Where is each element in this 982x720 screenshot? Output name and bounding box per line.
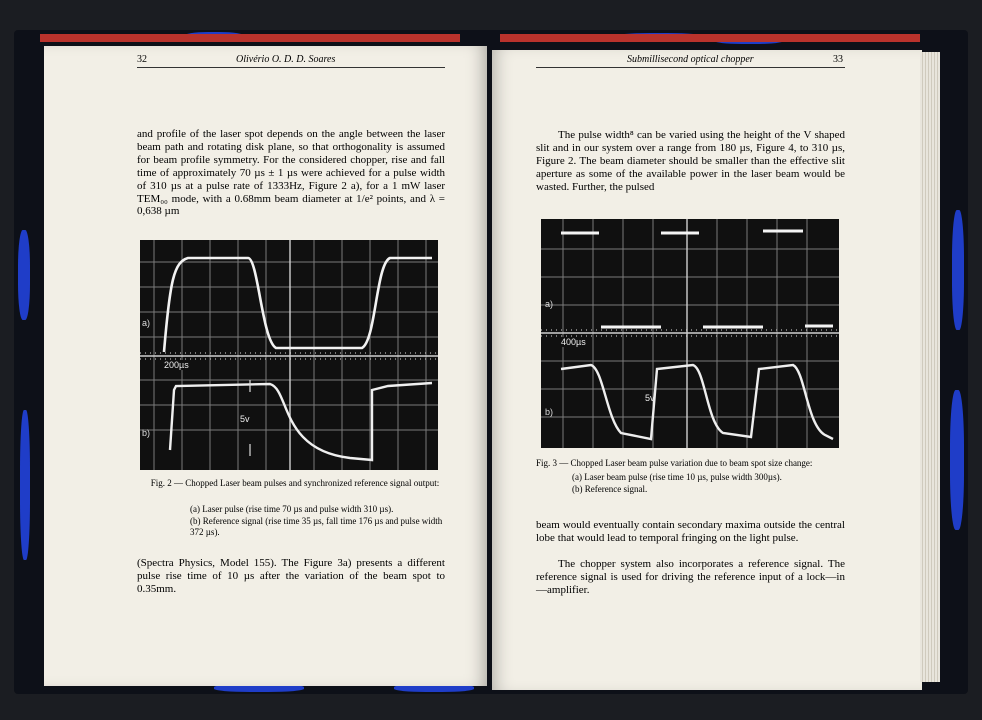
paragraph: The chopper system also incorporates a reference signal. The reference signal is used for driving the reference input of a lock—in—amplifier. (536, 558, 845, 596)
volts-label: 5v (645, 393, 655, 403)
page-stack-edge (920, 52, 940, 682)
volts-label: 5v (240, 414, 250, 424)
paragraph: The pulse width⁸ can be varied using the height of the V shaped slit and in our system over a range from 180 µs, Figure 4, to 310 µs, Figure 2. The beam diameter should be smaller than the effective slit aperture as some of the available power in the laser beam would be wasted. Further, the pulsed (536, 129, 845, 193)
trace-label: a) (142, 318, 151, 328)
page-edge (40, 34, 460, 42)
header-rule (137, 67, 445, 68)
caption-item: (b) Reference signal (rise time 35 µs, fall time 176 µs and pulse width 372 µs). (190, 516, 443, 537)
timebase-label: 200µs (164, 360, 189, 370)
figure-caption: Fig. 2 — Chopped Laser beam pulses and synchronized reference signal output: (150, 478, 440, 488)
running-head: Olivério O. D. D. Soares (236, 54, 336, 65)
page-number: 33 (833, 54, 843, 65)
oscilloscope-figure (541, 219, 839, 448)
header-rule (536, 67, 845, 68)
caption-item: (a) Laser beam pulse (rise time 10 µs, pulse width 300µs). (572, 472, 782, 482)
paragraph: beam would eventually contain secondary maxima outside the central lobe that would lead to temporal fringing on the light pulse. (536, 519, 845, 544)
caption-item: (a) Laser pulse (rise time 70 µs and pulse width 310 µs). (190, 504, 394, 514)
page-number: 32 (137, 54, 147, 65)
running-head: Submillisecond optical chopper (627, 54, 754, 65)
caption-item: (b) Reference signal. (572, 484, 648, 494)
page-edge (500, 34, 920, 42)
timebase-label: 400µs (561, 337, 586, 347)
trace-label: b) (545, 407, 554, 417)
trace-label: b) (142, 428, 151, 438)
paragraph: and profile of the laser spot depends on the angle between the laser beam path and rotating disk plane, so that orthogonality is assumed for beam profile symmetry. For the considered chopper, rise and fall time of approximately 70 µs ± 1 µs were achieved for a pulse width of 310 µs at a pulse rate of 1333Hz, Figure 2 a), for a 1 mW laser TEM₀₀ mode, with a 0.68mm beam diameter at 1/e² points, and λ = 0,638 µm (137, 128, 445, 218)
figure-caption: Fig. 3 — Chopped Laser beam pulse variation due to beam spot size change: (536, 458, 813, 468)
paragraph: (Spectra Physics, Model 155). The Figure 3a) presents a different pulse rise time of 10 µs after the variation of the beam spot to 0.35mm. (137, 557, 445, 595)
oscilloscope-figure (140, 240, 438, 470)
trace-label: a) (545, 299, 554, 309)
